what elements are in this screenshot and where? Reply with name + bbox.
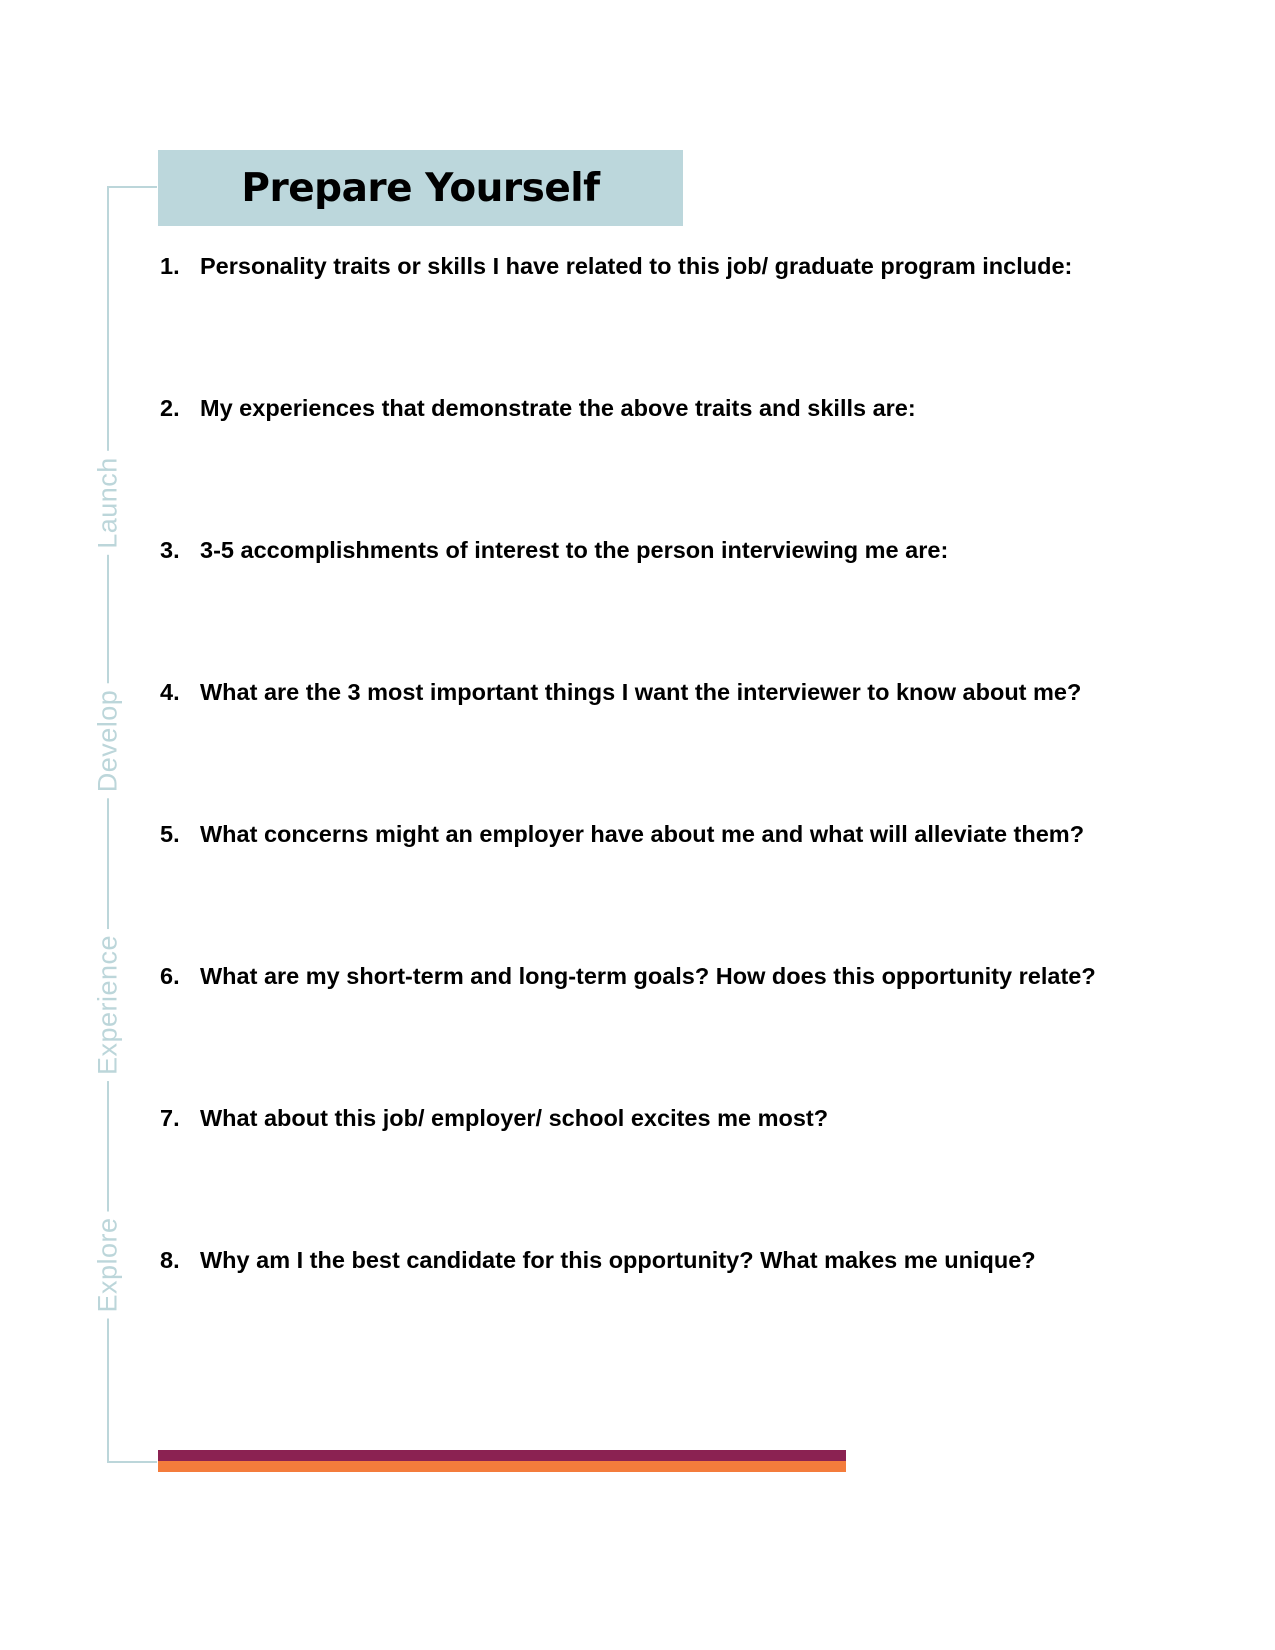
question-item (160, 392, 916, 424)
rail-top-tick (107, 186, 157, 188)
question-number: 3. (160, 536, 180, 563)
rail-label-develop: Develop (95, 684, 122, 799)
question-text: Why am I the best candidate for this opportunity? What makes me unique? (200, 1246, 1036, 1273)
question-text: What concerns might an employer have about me and what will alleviate them? (200, 820, 1085, 847)
question-text: My experiences that demonstrate the above traits and skills are: (200, 394, 916, 421)
question-number: 5. (160, 820, 180, 847)
footer-bar-purple (158, 1450, 846, 1461)
page-title: Prepare Yourself (241, 165, 600, 211)
question-item (160, 818, 1084, 850)
rail-label-launch: Launch (95, 451, 122, 555)
question-text: Personality traits or skills I have related to this job/ graduate program include: (200, 252, 1073, 279)
question-item (160, 534, 948, 566)
rail-bottom-tick (107, 1461, 157, 1463)
question-item (160, 676, 1081, 708)
question-item (160, 960, 1096, 992)
question-number: 8. (160, 1246, 180, 1273)
question-item (160, 1102, 828, 1134)
question-number: 1. (160, 252, 180, 279)
footer-bar-orange (158, 1461, 846, 1472)
question-number: 6. (160, 962, 180, 989)
question-number: 4. (160, 678, 180, 705)
question-item (160, 1244, 1036, 1276)
rail-label-experience: Experience (95, 929, 122, 1081)
question-text: What are the 3 most important things I want the interviewer to know about me? (200, 678, 1082, 705)
question-number: 2. (160, 394, 180, 421)
rail-label-explore: Explore (95, 1211, 122, 1318)
question-text: What about this job/ employer/ school excites me most? (200, 1104, 829, 1131)
title-banner (158, 150, 683, 226)
question-item (160, 250, 1072, 282)
question-number: 7. (160, 1104, 180, 1131)
question-text: What are my short-term and long-term goals? How does this opportunity relate? (200, 962, 1096, 989)
question-text: 3-5 accomplishments of interest to the person interviewing me are: (200, 536, 949, 563)
